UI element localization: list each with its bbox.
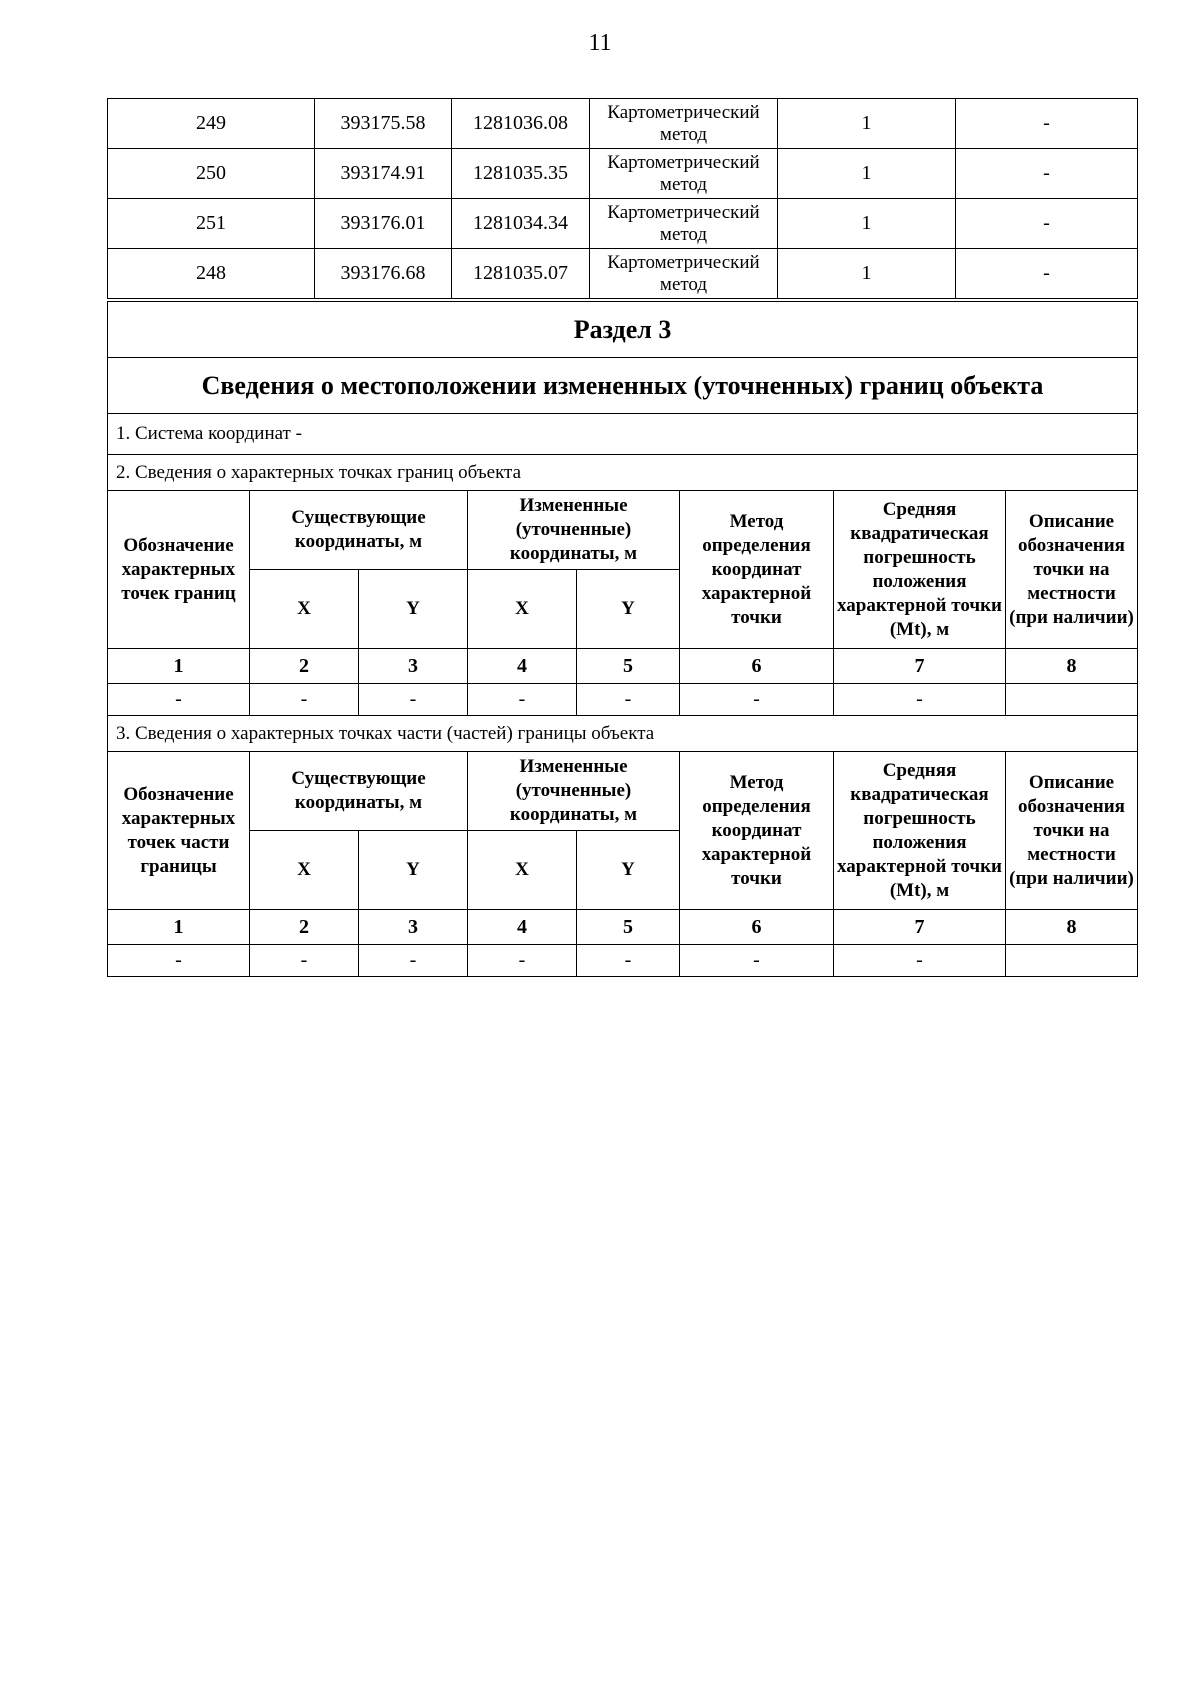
table-cell: - [359,684,468,716]
header-accuracy: Средняя квадратическая погрешность положения характерной точки (Mt), м [834,752,1006,910]
header-designation: Обозначение характерных точек границ [108,491,250,649]
column-number: 3 [359,649,468,684]
table-cell: - [250,945,359,977]
points-heading: 2. Сведения о характерных точках границ объекта [108,455,1138,491]
coord-x: 393176.68 [315,249,452,299]
method-cell [590,99,778,149]
table-cell: - [468,684,577,716]
header-description: Описание обозначения точки на местности (при наличии) [1006,752,1138,910]
description: - [956,149,1138,199]
method-line1: Картометрический [607,151,760,173]
column-number: 4 [468,910,577,945]
column-number: 7 [834,910,1006,945]
header-x: X [468,831,577,910]
method-cell [590,249,778,299]
header-existing-coords: Существующие координаты, м [250,491,468,570]
section-3-table [107,301,1138,977]
point-id: 248 [108,249,315,299]
column-number: 1 [108,910,250,945]
point-id: 249 [108,99,315,149]
table-cell: - [577,945,680,977]
column-number: 3 [359,910,468,945]
header-description: Описание обозначения точки на местности (при наличии) [1006,491,1138,649]
header-changed-coords: Измененные (уточненные) координаты, м [468,491,680,570]
table-cell: - [680,945,834,977]
point-id: 250 [108,149,315,199]
header-changed-coords: Измененные (уточненные) координаты, м [468,752,680,831]
header-accuracy: Средняя квадратическая погрешность положения характерной точки (Mt), м [834,491,1006,649]
method-cell [590,149,778,199]
header-existing-coords: Существующие координаты, м [250,752,468,831]
table-cell: - [108,945,250,977]
header-x: X [250,570,359,649]
table-cell [1006,945,1138,977]
column-number: 7 [834,649,1006,684]
header-y: Y [577,570,680,649]
column-number: 2 [250,910,359,945]
table-row [108,945,1138,977]
table-row [108,149,1138,199]
header-designation: Обозначение характерных точек части границы [108,752,250,910]
header-method: Метод определения координат характерной точки [680,491,834,649]
column-number: 4 [468,649,577,684]
table-row [108,249,1138,299]
point-id: 251 [108,199,315,249]
table-row [108,99,1138,149]
table-row [108,684,1138,716]
column-numbers-row [108,649,1138,684]
column-number: 2 [250,649,359,684]
page-number: 11 [588,30,612,56]
table-cell: - [468,945,577,977]
coord-y: 1281035.07 [452,249,590,299]
accuracy: 1 [778,249,956,299]
header-y: Y [577,831,680,910]
description: - [956,249,1138,299]
table-cell: - [834,684,1006,716]
column-number: 6 [680,910,834,945]
section-title: Раздел 3 [108,302,1138,358]
header-y: Y [359,831,468,910]
coord-y: 1281034.34 [452,199,590,249]
table-cell: - [577,684,680,716]
table-cell: - [834,945,1006,977]
accuracy: 1 [778,199,956,249]
header-method: Метод определения координат характерной точки [680,752,834,910]
description: - [956,199,1138,249]
header-y: Y [359,570,468,649]
table-cell: - [359,945,468,977]
table-cell [1006,684,1138,716]
method-line1: Картометрический [607,201,760,223]
coordinate-system-line: 1. Система координат - [108,414,1138,455]
column-number: 5 [577,910,680,945]
method-cell [590,199,778,249]
table-row [108,199,1138,249]
column-numbers-row [108,910,1138,945]
method-line1: Картометрический [607,101,760,123]
column-number: 6 [680,649,834,684]
table-cell: - [250,684,359,716]
column-number: 8 [1006,649,1138,684]
method-line1: Картометрический [607,251,760,273]
coord-x: 393175.58 [315,99,452,149]
method-line2: метод [659,173,708,195]
accuracy: 1 [778,149,956,199]
method-line2: метод [659,273,708,295]
column-number: 8 [1006,910,1138,945]
method-line2: метод [659,123,708,145]
column-number: 5 [577,649,680,684]
coord-x: 393176.01 [315,199,452,249]
header-x: X [468,570,577,649]
parts-heading: 3. Сведения о характерных точках части (частей) границы объекта [108,716,1138,752]
column-number: 1 [108,649,250,684]
description: - [956,99,1138,149]
coord-y: 1281036.08 [452,99,590,149]
section-subtitle: Сведения о местоположении измененных (уточненных) границ объекта [108,358,1138,414]
coord-x: 393174.91 [315,149,452,199]
coord-y: 1281035.35 [452,149,590,199]
table-cell: - [108,684,250,716]
table-cell: - [680,684,834,716]
header-x: X [250,831,359,910]
method-line2: метод [659,223,708,245]
coordinates-continuation-table [107,98,1138,299]
accuracy: 1 [778,99,956,149]
